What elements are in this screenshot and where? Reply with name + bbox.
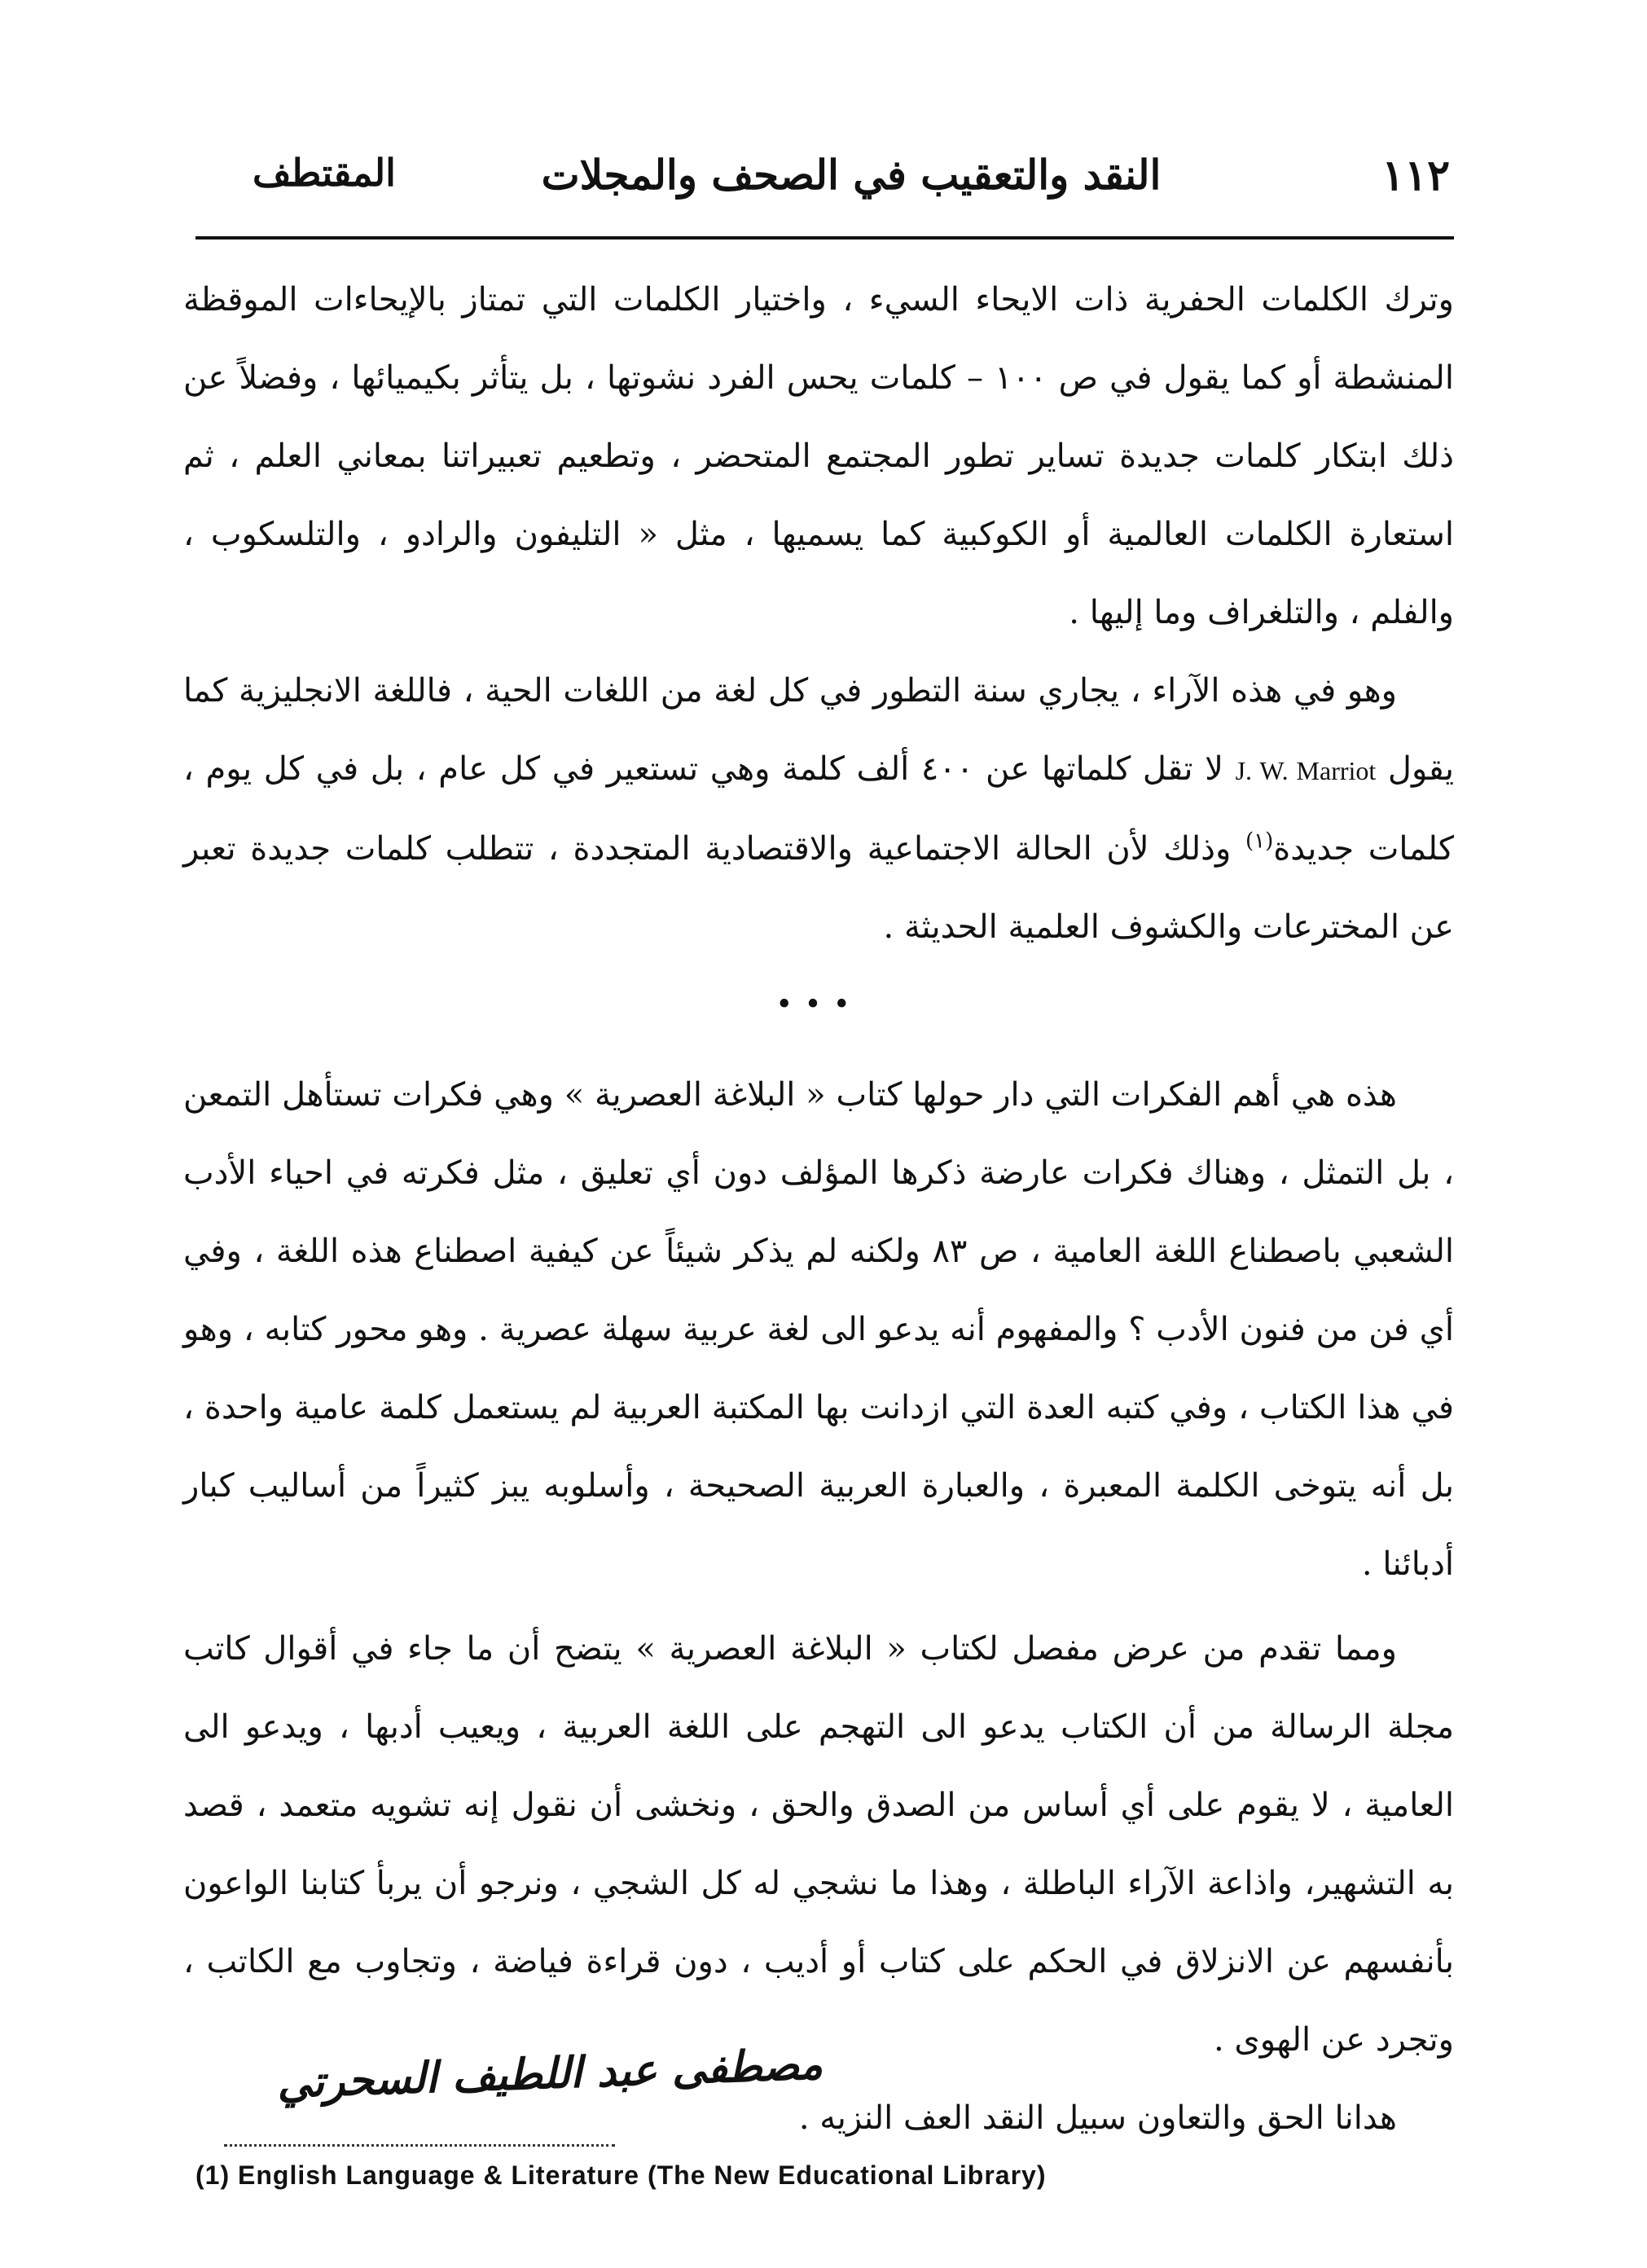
section-separator: ••• — [775, 988, 862, 1022]
paragraph-5-text: هدانا الحق والتعاون سبيل النقد العف النزيه . — [798, 2099, 1397, 2137]
author-signature: مصطفى عبد اللطيف السحرتي — [276, 2039, 824, 2108]
footnote-reference[interactable]: (١) — [1245, 829, 1274, 854]
paragraph-2-text-middle: لا تقل كلماتها عن ٤٠٠ ألف كلمة وهي تستعير في كل عام ، بل في كل يوم ، كلمات جديدة — [183, 750, 1454, 868]
paragraph-2 — [183, 652, 1454, 966]
footnote-rule — [224, 2144, 615, 2147]
paragraph-1-text: وترك الكلمات الحفرية ذات الايحاء السيء ، واختيار الكلمات التي تمتاز بالإيحاءات الموقظة المنشطة أو كما يقول في ص ١٠٠ – كلمات يحس الفرد نشوتها ، بل يتأثر بكيميائها ، وفضلاً عن ذلك ابتكار كلمات جديدة تساير تطور المجتمع المتحضر ، وتطعيم تعبيراتنا بمعاني العلم ، ثم استعارة الكلمات العالمية أو الكوكبية كما يسميها ، مثل « التليفون والرادو ، والتلسكوب ، والفلم ، والتلغراف وما إليها . — [183, 281, 1454, 631]
paragraph-4-text: ومما تقدم من عرض مفصل لكتاب « البلاغة العصرية » يتضح أن ما جاء في أقوال كاتب مجلة الرسالة من أن الكتاب يدعو الى التهجم على اللغة العربية ، ويعيب أدبها ، ويدعو الى العامية ، لا يقوم على أي أساس من الصدق والحق ، ونخشى أن نقول إنه تشويه متعمد ، قصد به التشهير، واذاعة الآراء الباطلة ، وهذا ما نشجي له كل الشجي ، ونرجو أن يربأ كتابنا الواعون بأنفسهم عن الانزلاق في الحكم على كتاب أو أديب ، دون قراءة فياضة ، وتجاوب مع الكاتب ، وتجرد عن الهوى . — [183, 1630, 1455, 2059]
paragraph-3-text: هذه هي أهم الفكرات التي دار حولها كتاب « البلاغة العصرية » وهي فكرات تستأهل التمعن ، بل التمثل ، وهناك فكرات عارضة ذكرها المؤلف دون أي تعليق ، مثل فكرته في احياء الأدب الشعبي باصطناع اللغة العامية ، ص ٨٣ ولكنه لم يذكر شيئاً عن كيفية اصطناع هذه اللغة ، وفي أي فن من فنون الأدب ؟ والمفهوم أنه يدعو الى لغة عربية سهلة عصرية . وهو محور كتابه ، وهو في هذا الكتاب ، وفي كتبه العدة التي ازدانت بها المكتبة العربية لم يستعمل كلمة عامية واحدة ، بل أنه يتوخى الكلمة المعبرة ، والعبارة العربية الصحيحة ، وأسلوبه يبز كثيراً من أساليب كبار أدبائنا . — [183, 1076, 1454, 1583]
article-body — [183, 261, 1454, 2157]
journal-name: المقتطف — [253, 151, 396, 195]
author-name-english: J. W. Marriot — [1235, 756, 1377, 785]
footnote-text: (1) English Language & Literature (The New Educational Library) — [195, 2160, 1047, 2190]
page-number: ١١٢ — [1381, 151, 1450, 200]
paragraph-2-text-end: وذلك لأن الحالة الاجتماعية والاقتصادية المتجددة ، تتطلب كلمات جديدة تعبر عن المخترعات والكشوف العلمية الحديثة . — [183, 830, 1454, 946]
paragraph-3 — [183, 1056, 1454, 1603]
running-title: النقد والتعقيب في الصحف والمجلات — [541, 151, 1162, 199]
paragraph-4 — [183, 1610, 1454, 2079]
header-rule — [195, 236, 1454, 240]
paragraph-1 — [183, 261, 1454, 652]
paragraph-2-text-start: وهو في هذه الآراء ، يجاري سنة التطور في كل لغة من اللغات الحية ، فاللغة الانجليزية كما يقول — [183, 672, 1455, 788]
page-header — [253, 151, 1450, 224]
